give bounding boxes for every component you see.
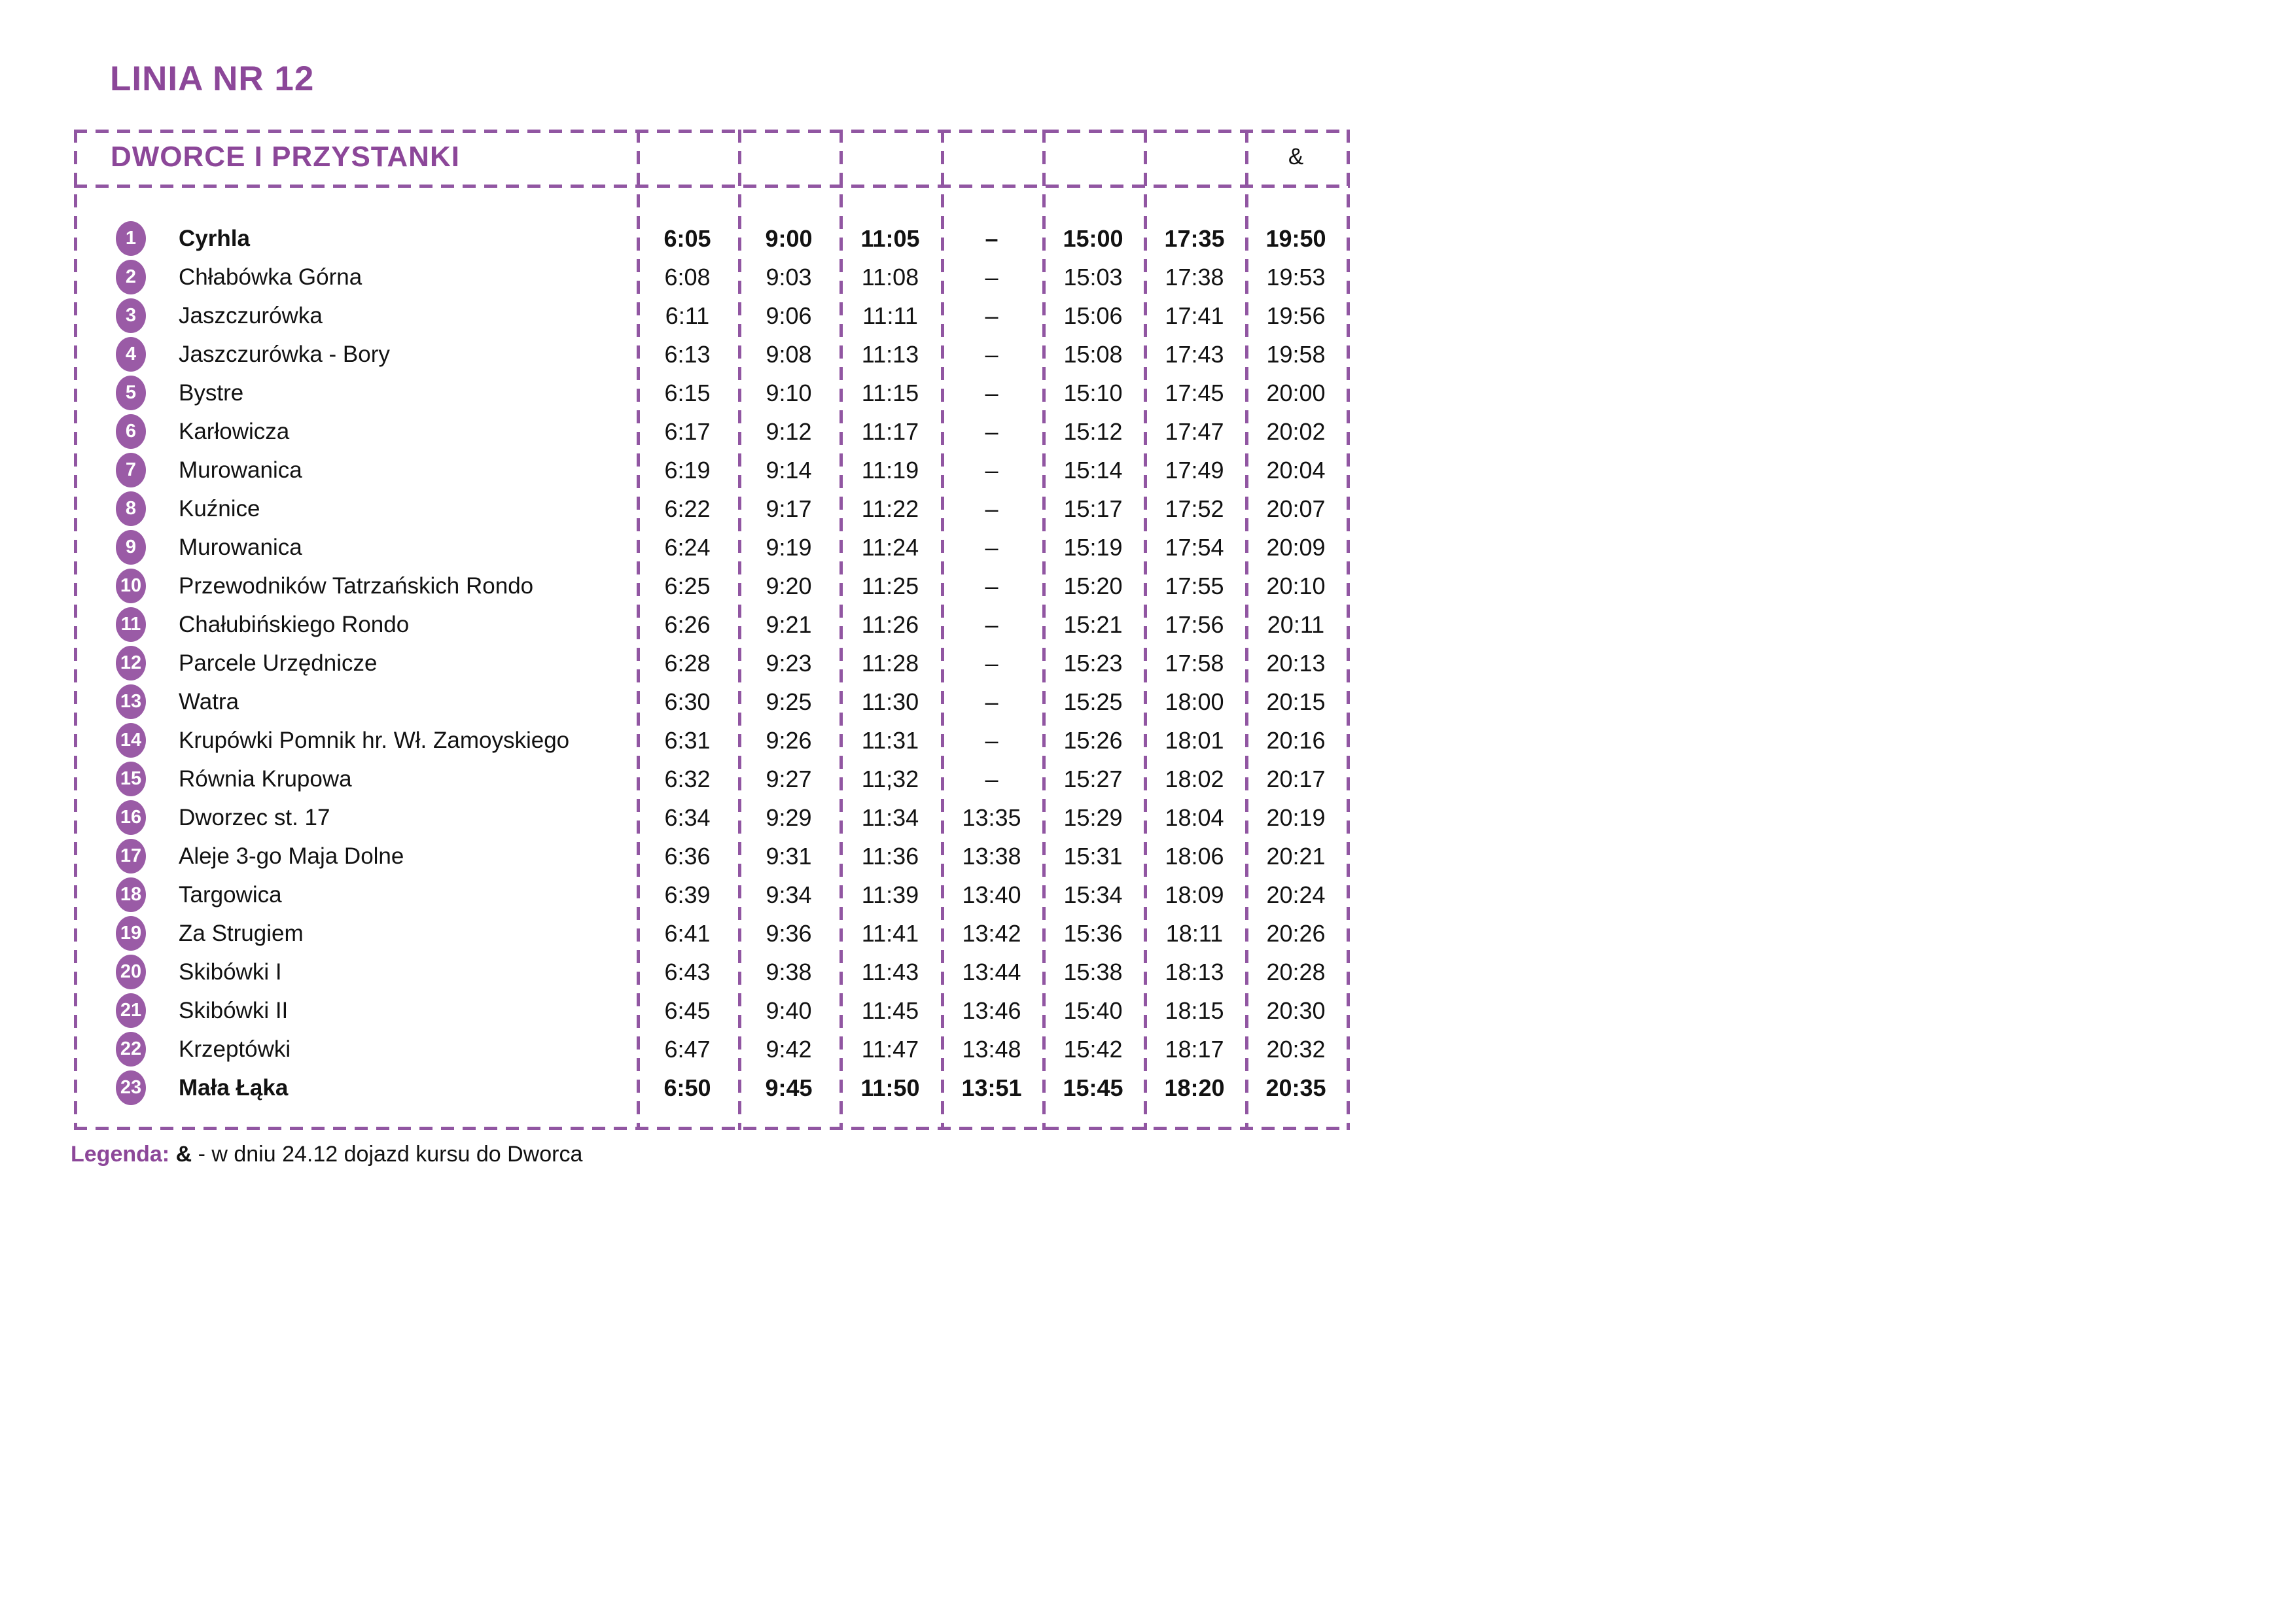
time-cell: 11:28	[861, 649, 919, 677]
time-cell: 9:06	[766, 302, 812, 329]
time-cell: 9:29	[766, 803, 812, 831]
stop-cell	[74, 916, 637, 951]
time-cell: –	[985, 495, 998, 522]
stop-name: Chałubińskiego Rondo	[179, 611, 410, 637]
stop-number-badge	[116, 376, 146, 410]
time-cell: 18:11	[1165, 919, 1224, 947]
time-cell: 17:41	[1165, 302, 1224, 329]
time-cell: –	[985, 688, 998, 715]
time-cell: 20:19	[1266, 803, 1326, 831]
stop-number: 6	[125, 421, 137, 442]
time-cell: 9:23	[766, 649, 812, 677]
time-cell: 6:17	[664, 417, 711, 445]
time-cell: 13:48	[962, 1035, 1021, 1063]
time-cell: 9:26	[766, 726, 812, 754]
stop-cell	[74, 1032, 637, 1067]
time-cell: 9:36	[766, 919, 812, 947]
time-cell: 11:39	[861, 881, 919, 908]
time-cell: 20:04	[1266, 456, 1326, 484]
time-cell: 17:52	[1165, 495, 1224, 522]
time-cell: 19:58	[1266, 340, 1326, 368]
stop-number: 2	[125, 266, 137, 287]
stop-name: Jaszczurówka - Bory	[179, 341, 390, 367]
stop-number-badge	[116, 530, 146, 565]
stop-name: Mała Łąka	[179, 1074, 289, 1101]
time-cell: 15:06	[1063, 302, 1123, 329]
stop-number-badge	[116, 993, 146, 1028]
stop-name: Krupówki Pomnik hr. Wł. Zamoyskiego	[179, 727, 570, 753]
stop-cell	[74, 298, 637, 333]
time-cell: 6:45	[664, 997, 711, 1024]
time-cell: 9:25	[766, 688, 812, 715]
time-cell: 17:45	[1165, 379, 1224, 406]
time-cell: 18:02	[1165, 765, 1224, 792]
stop-number: 8	[125, 498, 137, 519]
stop-number-badge	[116, 839, 146, 874]
stop-number: 11	[120, 614, 141, 635]
time-cell: 9:20	[766, 572, 812, 599]
time-cell: 11:41	[861, 919, 919, 947]
time-cell: –	[985, 765, 998, 792]
time-cell: 15:40	[1063, 997, 1123, 1024]
time-cell: 17:49	[1165, 456, 1224, 484]
time-cell: 15:34	[1063, 881, 1123, 908]
time-cell: 17:38	[1165, 263, 1224, 291]
time-cell: 18:01	[1165, 726, 1224, 754]
stop-number-badge	[116, 877, 146, 912]
stop-name: Targowica	[179, 881, 282, 908]
time-cell: 20:00	[1266, 379, 1326, 406]
time-cell: 17:47	[1165, 417, 1224, 445]
time-cell: –	[985, 533, 998, 561]
time-cell: 6:31	[664, 726, 711, 754]
stop-cell	[74, 569, 637, 603]
stop-number: 1	[125, 228, 137, 249]
time-cell: 20:13	[1266, 649, 1326, 677]
time-cell: 20:07	[1266, 495, 1326, 522]
time-cell: 6:26	[664, 610, 711, 638]
time-cell: 6:47	[664, 1035, 711, 1063]
time-cell: 11:17	[861, 417, 919, 445]
time-cell: 6:25	[664, 572, 711, 599]
legend	[71, 1142, 582, 1167]
stop-name: Parcele Urzędnicze	[179, 650, 378, 676]
time-cell: 15:20	[1063, 572, 1123, 599]
time-cell: 17:54	[1165, 533, 1224, 561]
stop-number-badge	[116, 646, 146, 680]
table-row	[74, 219, 1350, 258]
stop-cell	[74, 376, 637, 410]
time-cell: –	[985, 263, 998, 291]
time-cell: 11:24	[861, 533, 919, 561]
stop-number: 17	[120, 845, 142, 866]
time-cell: 13:44	[962, 958, 1021, 985]
time-cell: 15:14	[1063, 456, 1123, 484]
stop-cell	[74, 684, 637, 719]
time-cell: 18:09	[1165, 881, 1224, 908]
time-cell: 9:27	[766, 765, 812, 792]
time-cell: 11:05	[860, 224, 920, 252]
stop-number: 12	[120, 652, 142, 673]
time-cell: 15:00	[1063, 224, 1123, 252]
table-row	[74, 258, 1350, 296]
time-cell: 9:10	[766, 379, 812, 406]
time-cell: 15:27	[1063, 765, 1123, 792]
time-cell: 9:19	[766, 533, 812, 561]
timetable-body	[74, 188, 1350, 1107]
time-cell: 20:26	[1266, 919, 1326, 947]
time-cell: 13:46	[962, 997, 1021, 1024]
table-row	[74, 875, 1350, 914]
time-cell: 11:13	[861, 340, 919, 368]
time-cell: 15:12	[1063, 417, 1123, 445]
stop-name: Cyrhla	[179, 225, 250, 251]
stop-cell	[74, 762, 637, 796]
table-row	[74, 489, 1350, 528]
stop-name: Watra	[179, 688, 239, 715]
time-cell: 11:19	[861, 456, 919, 484]
time-cell: 6:41	[664, 919, 711, 947]
time-cell: 19:56	[1266, 302, 1326, 329]
table-row	[74, 567, 1350, 605]
time-cell: 18:04	[1165, 803, 1224, 831]
table-row	[74, 335, 1350, 374]
time-cell: 11;32	[861, 765, 919, 792]
stop-number-badge	[116, 453, 146, 487]
stop-number: 3	[125, 305, 137, 326]
time-cell: 15:45	[1063, 1074, 1123, 1101]
time-cell: –	[985, 610, 998, 638]
stop-name: Równia Krupowa	[179, 766, 352, 792]
time-cell: 9:34	[766, 881, 812, 908]
table-row	[74, 644, 1350, 682]
time-cell: 19:53	[1266, 263, 1326, 291]
time-cell: 18:06	[1165, 842, 1224, 870]
time-cell: 15:31	[1063, 842, 1123, 870]
stop-number-badge	[116, 607, 146, 642]
time-cell: 17:58	[1165, 649, 1224, 677]
stop-number: 10	[120, 575, 142, 596]
time-cell: 11:36	[861, 842, 919, 870]
time-cell: 11:11	[862, 302, 918, 329]
stop-number: 5	[125, 382, 137, 403]
table-row	[74, 798, 1350, 837]
table-row	[74, 374, 1350, 412]
time-cell: 11:25	[861, 572, 919, 599]
stop-name: Krzeptówki	[179, 1036, 291, 1062]
time-cell: 6:13	[664, 340, 711, 368]
time-cell: –	[985, 224, 998, 252]
time-cell: 11:43	[861, 958, 919, 985]
stop-cell	[74, 993, 637, 1028]
time-cell: 6:32	[664, 765, 711, 792]
time-cell: 17:35	[1164, 224, 1225, 252]
stops-header-label: DWORCE I PRZYSTANKI	[111, 141, 460, 173]
time-cell: 20:17	[1266, 765, 1326, 792]
time-cell: 6:19	[664, 456, 711, 484]
time-cell: 20:15	[1266, 688, 1326, 715]
time-cell: –	[985, 456, 998, 484]
table-border-bottom	[74, 1127, 1350, 1130]
stop-number: 22	[120, 1038, 142, 1059]
time-cell: 15:42	[1063, 1035, 1123, 1063]
time-cell: 6:22	[664, 495, 711, 522]
time-cell: 17:56	[1165, 610, 1224, 638]
time-cell: 6:43	[664, 958, 711, 985]
time-cell: 9:12	[766, 417, 812, 445]
time-cell: 11:47	[861, 1035, 919, 1063]
stop-number-badge	[116, 800, 146, 835]
table-row	[74, 296, 1350, 335]
stop-name: Skibówki I	[179, 959, 282, 985]
time-cell: 6:50	[663, 1074, 711, 1101]
time-cell: 20:28	[1266, 958, 1326, 985]
time-cell: 20:02	[1266, 417, 1326, 445]
stop-number-badge	[116, 723, 146, 758]
time-cell: 15:29	[1063, 803, 1123, 831]
time-cell: 11:22	[861, 495, 919, 522]
time-cell: 9:08	[766, 340, 812, 368]
header-mark-cell: &	[1288, 144, 1304, 169]
time-cell: 15:17	[1063, 495, 1123, 522]
stop-cell	[74, 414, 637, 449]
time-cell: 9:14	[766, 456, 812, 484]
stop-name: Chłabówka Górna	[179, 264, 362, 290]
time-cell: 20:10	[1266, 572, 1326, 599]
time-cell: 20:24	[1266, 881, 1326, 908]
stop-number-badge	[116, 298, 146, 333]
time-cell: 20:35	[1265, 1074, 1326, 1101]
stop-number-badge	[116, 1070, 146, 1105]
stop-number: 21	[120, 1000, 142, 1021]
stop-cell	[74, 723, 637, 758]
time-cell: 9:21	[766, 610, 812, 638]
time-cell: –	[985, 417, 998, 445]
table-row	[74, 914, 1350, 953]
stop-number-badge	[116, 414, 146, 449]
table-row	[74, 953, 1350, 991]
legend-symbol: &	[175, 1142, 192, 1167]
time-cell: 15:19	[1063, 533, 1123, 561]
time-cell: 9:40	[766, 997, 812, 1024]
stop-name: Jaszczurówka	[179, 302, 323, 328]
stop-number: 7	[125, 459, 137, 480]
stop-cell	[74, 260, 637, 294]
legend-text: - w dniu 24.12 dojazd kursu do Dworca	[198, 1142, 583, 1167]
time-cell: 11:45	[861, 997, 919, 1024]
time-cell: 17:55	[1165, 572, 1224, 599]
time-cell: 13:35	[962, 803, 1021, 831]
time-cell: 9:17	[766, 495, 812, 522]
time-cell: –	[985, 302, 998, 329]
stop-number-badge	[116, 569, 146, 603]
time-cell: 15:25	[1063, 688, 1123, 715]
time-cell: 18:13	[1165, 958, 1224, 985]
stop-cell	[74, 646, 637, 680]
time-cell: 6:39	[664, 881, 711, 908]
time-cell: 15:08	[1063, 340, 1123, 368]
time-cell: 20:16	[1266, 726, 1326, 754]
table-row	[74, 837, 1350, 875]
stop-name: Aleje 3-go Maja Dolne	[179, 843, 404, 869]
stop-name: Przewodników Tatrzańskich Rondo	[179, 573, 534, 599]
time-cell: 17:43	[1165, 340, 1224, 368]
stop-number-badge	[116, 916, 146, 951]
stop-cell	[74, 800, 637, 835]
time-cell: 15:21	[1063, 610, 1123, 638]
stop-number: 4	[125, 344, 137, 364]
stop-number: 20	[120, 961, 142, 982]
time-cell: 6:15	[664, 379, 711, 406]
table-header-row	[74, 130, 1350, 185]
time-cell: 11:34	[861, 803, 919, 831]
table-row	[74, 451, 1350, 489]
page-title: LINIA NR 12	[110, 60, 315, 98]
stop-cell	[74, 337, 637, 372]
time-cell: 11:15	[861, 379, 919, 406]
time-cell: 11:08	[861, 263, 919, 291]
stop-number-badge	[116, 221, 146, 256]
stop-number-badge	[116, 260, 146, 294]
stop-cell	[74, 955, 637, 989]
time-cell: 6:08	[664, 263, 711, 291]
time-cell: 6:24	[664, 533, 711, 561]
time-cell: 15:36	[1063, 919, 1123, 947]
stop-number: 18	[120, 884, 142, 905]
time-cell: 13:40	[962, 881, 1021, 908]
time-cell: 9:45	[765, 1074, 813, 1101]
time-cell: 6:36	[664, 842, 711, 870]
stop-cell	[74, 1070, 637, 1105]
time-cell: 20:32	[1266, 1035, 1326, 1063]
time-cell: 11:50	[860, 1074, 920, 1101]
time-cell: 11:31	[861, 726, 919, 754]
time-cell: 18:00	[1165, 688, 1224, 715]
stop-cell	[74, 453, 637, 487]
table-row	[74, 528, 1350, 567]
stop-number-badge	[116, 684, 146, 719]
time-cell: –	[985, 649, 998, 677]
time-cell: 6:28	[664, 649, 711, 677]
table-row	[74, 682, 1350, 721]
time-cell: 18:17	[1165, 1035, 1224, 1063]
time-cell: 20:30	[1266, 997, 1326, 1024]
stop-number-badge	[116, 955, 146, 989]
time-cell: 15:23	[1063, 649, 1123, 677]
table-row	[74, 760, 1350, 798]
time-cell: 20:09	[1266, 533, 1326, 561]
time-cell: 9:42	[766, 1035, 812, 1063]
time-cell: –	[985, 572, 998, 599]
stop-number: 15	[120, 768, 142, 789]
time-cell: 13:42	[962, 919, 1021, 947]
stop-number-badge	[116, 491, 146, 526]
stop-name: Karłowicza	[179, 418, 290, 444]
stop-number-badge	[116, 337, 146, 372]
stop-cell	[74, 221, 637, 256]
time-cell: –	[985, 340, 998, 368]
time-cell: 6:11	[665, 302, 710, 329]
time-cell: 11:30	[861, 688, 919, 715]
table-row	[74, 721, 1350, 760]
time-cell: 18:15	[1165, 997, 1224, 1024]
stop-cell	[74, 839, 637, 874]
stop-name: Bystre	[179, 380, 244, 406]
time-cell: 6:30	[664, 688, 711, 715]
stop-cell	[74, 530, 637, 565]
time-cell: 20:21	[1266, 842, 1326, 870]
stop-number: 13	[120, 691, 142, 712]
time-cell: 20:11	[1267, 610, 1325, 638]
time-cell: 13:38	[962, 842, 1021, 870]
time-cell: –	[985, 726, 998, 754]
time-cell: 15:03	[1063, 263, 1123, 291]
legend-label: Legenda:	[71, 1142, 170, 1167]
timetable	[74, 130, 1350, 1130]
time-cell: 18:20	[1164, 1074, 1225, 1101]
time-cell: 9:00	[765, 224, 813, 252]
stop-number: 16	[120, 807, 142, 828]
stop-name: Za Strugiem	[179, 920, 304, 946]
time-cell: 6:05	[663, 224, 711, 252]
time-cell: 15:10	[1063, 379, 1123, 406]
time-cell: –	[985, 379, 998, 406]
time-cell: 15:38	[1063, 958, 1123, 985]
time-cell: 11:26	[861, 610, 919, 638]
table-row	[74, 412, 1350, 451]
stop-number-badge	[116, 1032, 146, 1067]
table-row	[74, 1030, 1350, 1068]
stop-number: 19	[120, 923, 142, 944]
stop-cell	[74, 607, 637, 642]
time-cell: 15:26	[1063, 726, 1123, 754]
stop-number: 14	[120, 730, 142, 750]
time-cell: 9:03	[766, 263, 812, 291]
time-cell: 9:38	[766, 958, 812, 985]
time-cell: 6:34	[664, 803, 711, 831]
stop-name: Skibówki II	[179, 997, 289, 1023]
stop-name: Dworzec st. 17	[179, 804, 330, 830]
stop-name: Kuźnice	[179, 495, 260, 521]
time-cell: 19:50	[1265, 224, 1326, 252]
stop-name: Murowanica	[179, 457, 302, 483]
stop-number: 23	[120, 1077, 142, 1098]
stop-number-badge	[116, 762, 146, 796]
table-row	[74, 1068, 1350, 1107]
table-row	[74, 605, 1350, 644]
table-border-top	[74, 130, 1350, 133]
time-cell: 13:51	[961, 1074, 1022, 1101]
stop-cell	[74, 877, 637, 912]
stop-number: 9	[125, 537, 137, 557]
table-row	[74, 991, 1350, 1030]
stop-cell	[74, 491, 637, 526]
time-cell: 9:31	[766, 842, 812, 870]
stop-name: Murowanica	[179, 534, 302, 560]
